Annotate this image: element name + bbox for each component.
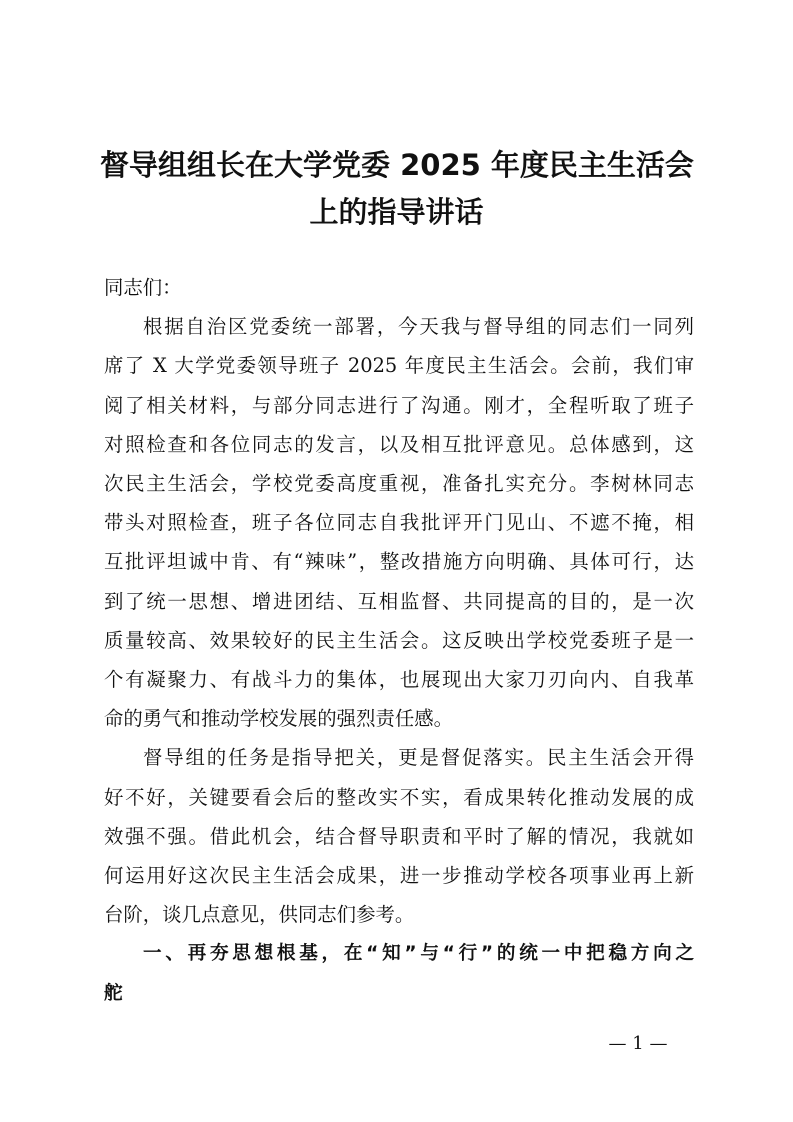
paragraph-line: 对照检查和各位同志的发言，以及相互批评意见。总体感到，这 [104, 432, 694, 456]
paragraph-line: 个有凝聚力、有战斗力的集体，也展现出大家刀刃向内、自我革 [104, 668, 694, 692]
paragraph-line: 到了统一思想、增进团结、互相监督、共同提高的目的，是一次 [104, 589, 694, 613]
paragraph-line: 何运用好这次民主生活会成果，进一步推动学校各项事业再上新 [104, 864, 694, 888]
title-line: 督导组组长在大学党委 2025 年度民主生活会 [100, 148, 694, 182]
paragraph-line: 带头对照检查，班子各位同志自我批评开门见山、不遮不掩，相 [104, 511, 694, 535]
section-heading-line: 一、再夯思想根基，在“知”与“行”的统一中把稳方向之 [143, 943, 694, 965]
document-title [100, 142, 693, 236]
paragraph-line: 督导组的任务是指导把关，更是督促落实。民主生活会开得 [143, 746, 694, 770]
paragraph-line: 质量较高、效果较好的民主生活会。这反映出学校党委班子是一 [104, 628, 694, 652]
paragraph [104, 738, 694, 934]
title-line: 上的指导讲话 [309, 195, 484, 229]
paragraph-line: 席了 X 大学党委领导班子 2025 年度民主生活会。会前，我们审 [104, 354, 694, 378]
paragraph-line: 次民主生活会，学校党委高度重视，准备扎实充分。李树林同志 [104, 472, 694, 496]
paragraph-line: 互批评坦诚中肯、有“辣味”，整改措施方向明确、具体可行，达 [104, 550, 694, 574]
paragraph-line: 台阶，谈几点意见，供同志们参考。 [104, 903, 415, 927]
paragraph-line: 根据自治区党委统一部署，今天我与督导组的同志们一同列 [143, 315, 694, 339]
section-heading [104, 934, 694, 1012]
paragraph-line: 效强不强。借此机会，结合督导职责和平时了解的情况，我就如 [104, 824, 694, 848]
paragraph-line: 阅了相关材料，与部分同志进行了沟通。刚才，全程听取了班子 [104, 393, 694, 417]
paragraph [104, 307, 694, 738]
document-body [104, 268, 694, 1013]
salutation: 同志们： [104, 276, 182, 299]
paragraph-line: 好不好，关键要看会后的整改实不实，看成果转化推动发展的成 [104, 785, 694, 809]
page-number: — 1 — [608, 1033, 668, 1054]
paragraph-line: 命的勇气和推动学校发展的强烈责任感。 [104, 707, 454, 731]
section-heading-line: 舵 [104, 982, 123, 1004]
